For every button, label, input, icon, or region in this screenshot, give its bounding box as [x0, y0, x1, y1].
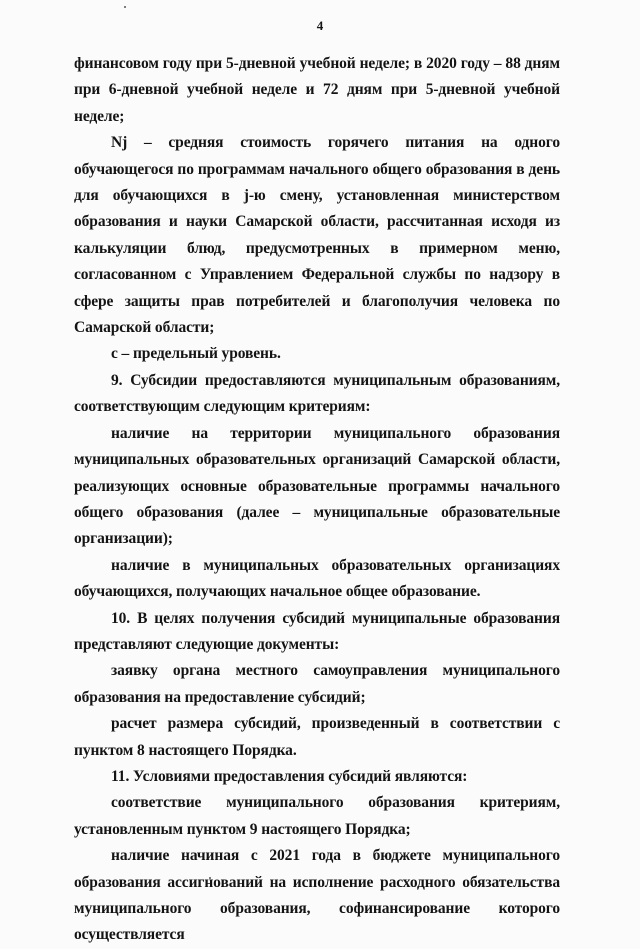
paragraph: наличие начиная с 2021 года в бюджете муниципального образования ассигнований на исполнение расходного обязательства муниципального образования, софинансирование которого осуществляется	[74, 847, 560, 944]
paragraph: 11. Условиями предоставления субсидий являются:	[111, 767, 468, 785]
paragraph: финансовом году при 5-дневной учебной неделе; в 2020 году – 88 дням при 6-дневной учебной неделе и 72 дням при 5-дневной учебной неделе;	[74, 55, 560, 125]
paragraph: наличие на территории муниципального образования муниципальных образовательных организаций Самарской области, реализующих основные образовательные программы начального общего образования (далее – муниципальные образовательные организации);	[74, 424, 560, 548]
paragraph: 9. Субсидии предоставляются муниципальным образованиям, соответствующим следующим критериям:	[74, 371, 560, 416]
paragraph: с – предельный уровень.	[111, 345, 281, 363]
page-number: 4	[316, 18, 324, 33]
paragraph: наличие в муниципальных образовательных организациях обучающихся, получающих начальное общее образование.	[74, 556, 560, 601]
paragraph: соответствие муниципального образования критериям, установленным пунктом 9 настоящего Порядка;	[74, 794, 560, 838]
paragraph: 10. В целях получения субсидий муниципальные образования представляют следующие документы:	[74, 609, 560, 653]
scan-speck	[124, 6, 126, 8]
document-body	[74, 51, 560, 949]
paragraph: заявку органа местного самоуправления муниципального образования на предоставление субсидий;	[74, 662, 560, 706]
paragraph: Nj – средняя стоимость горячего питания на одного обучающегося по программам начального общего образования в день для обучающихся в j-ю смену, установленная министерством образования и науки Самарской области, рассчитанная исходя из калькуляции блюд, предусмотренных в примерном меню, согласованном с Управлением Федеральной службы по надзору в сфере защиты прав потребителей и благополучия человека по Самарской области;	[74, 134, 560, 337]
paragraph: расчет размера субсидий, произведенный в соответствии с пунктом 8 настоящего Порядка.	[74, 715, 560, 759]
